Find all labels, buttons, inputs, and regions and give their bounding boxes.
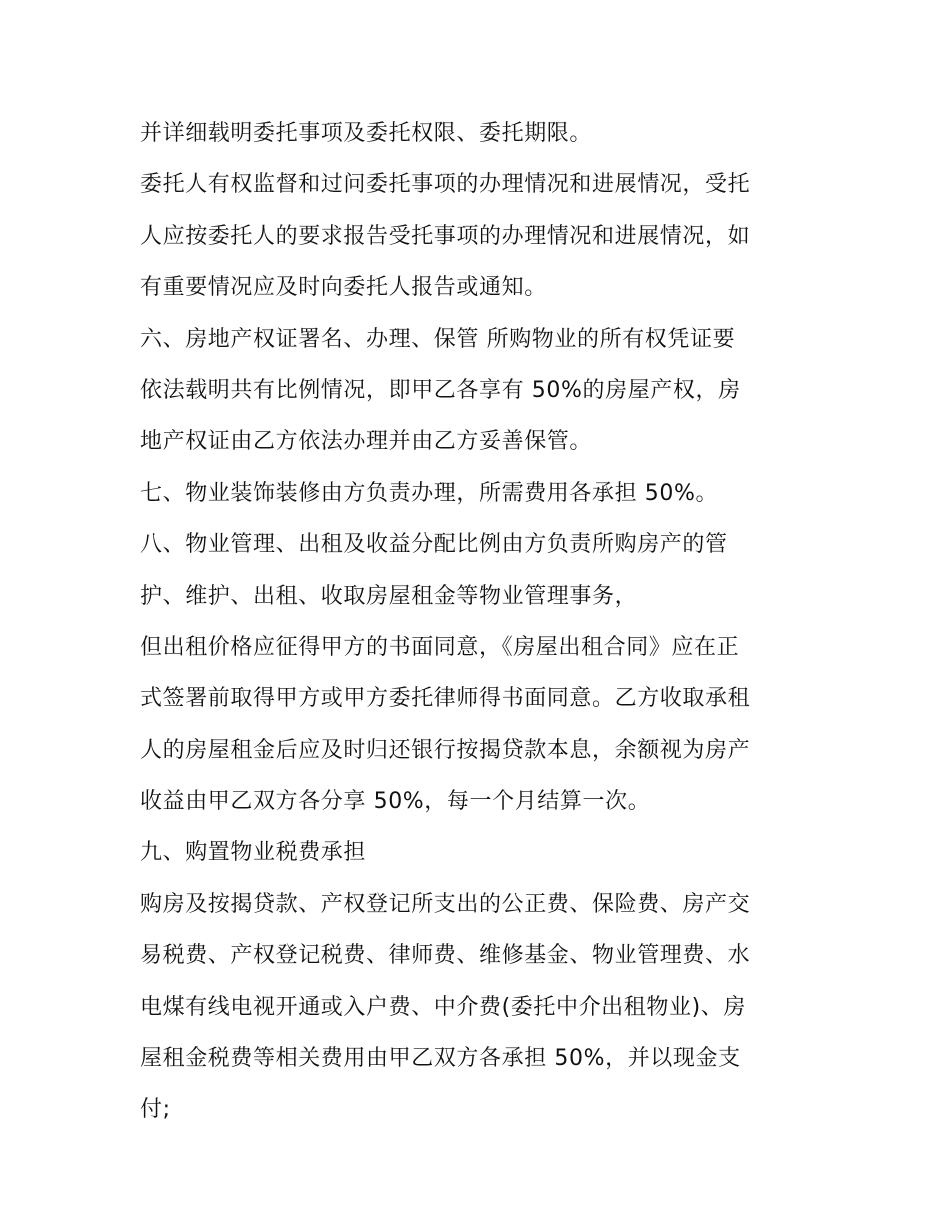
text-line: 式签署前取得甲方或甲方委托律师得书面同意。乙方收取承租 [140, 686, 751, 712]
text-line: 九、购置物业税费承担 [140, 840, 367, 866]
text-line: 屋租金税费等相关费用由甲乙双方各承担 50%，并以现金支 [140, 1046, 741, 1072]
text-line: 护、维护、出租、收取房屋租金等物业管理事务， [140, 583, 638, 609]
text-line: 但出租价格应征得甲方的书面同意，《房屋出租合同》应在正 [140, 634, 740, 660]
text-line: 七、物业装饰装修由方负责办理，所需费用各承担 50%。 [140, 480, 719, 506]
text-line: 易税费、产权登记税费、律师费、维修基金、物业管理费、水 [140, 943, 751, 969]
document-body [140, 108, 830, 1136]
text-line: 人的房屋租金后应及时归还银行按揭贷款本息，余额视为房产 [140, 737, 751, 763]
text-line: 电煤有线电视开通或入户费、中介费(委托中介出租物业)、房 [140, 994, 746, 1020]
text-line: 委托人有权监督和过问委托事项的办理情况和进展情况，受托 [140, 172, 751, 198]
text-line: 八、物业管理、出租及收益分配比例由方负责所购房产的管 [140, 532, 728, 558]
text-line: 六、房地产权证署名、办理、保管 所购物业的所有权凭证要 [140, 326, 736, 352]
text-line: 人应按委托人的要求报告受托事项的办理情况和进展情况，如 [140, 223, 751, 249]
text-line: 地产权证由乙方依法办理并由乙方妥善保管。 [140, 429, 593, 455]
text-line: 依法载明共有比例情况，即甲乙各享有 50%的房屋产权，房 [140, 377, 741, 403]
text-line: 购房及按揭贷款、产权登记所支出的公正费、保险费、房产交 [140, 891, 751, 917]
text-line: 付; [140, 1097, 171, 1123]
text-line: 收益由甲乙双方各分享 50%，每一个月结算一次。 [140, 789, 651, 815]
text-line: 有重要情况应及时向委托人报告或通知。 [140, 275, 547, 301]
text-line: 并详细载明委托事项及委托权限、委托期限。 [140, 121, 593, 146]
